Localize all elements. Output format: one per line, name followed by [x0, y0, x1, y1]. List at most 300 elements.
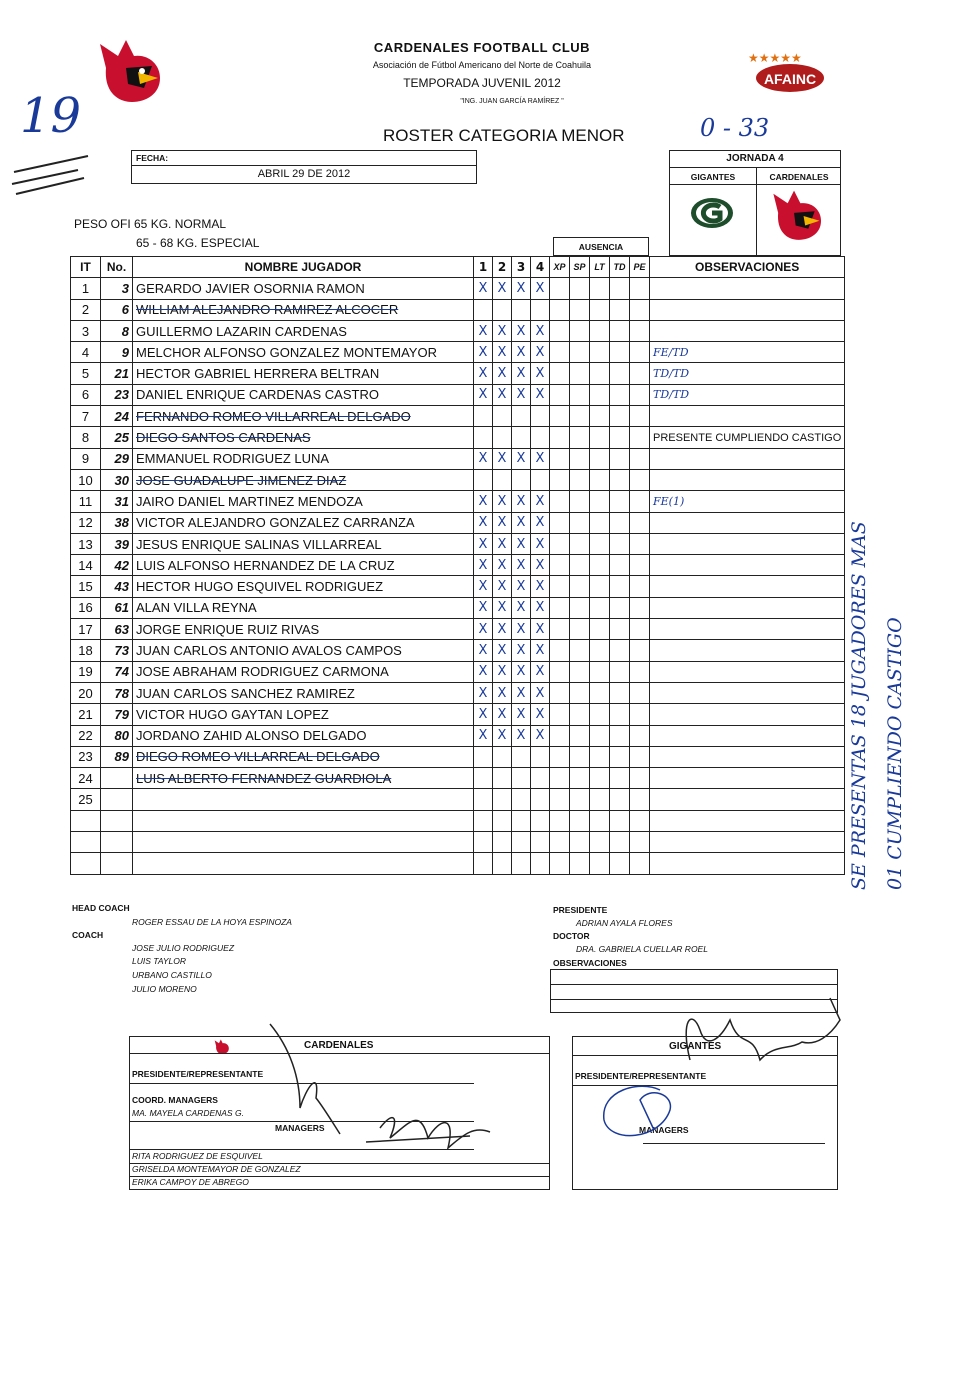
cell-ausencia	[610, 640, 630, 661]
cell-number	[101, 832, 133, 853]
ausencia-label: AUSENCIA	[578, 242, 624, 252]
cell-quarter-mark: X	[531, 363, 550, 384]
cell-ausencia	[570, 576, 590, 597]
cell-ausencia	[590, 278, 610, 299]
cell-ausencia	[590, 512, 610, 533]
cell-ausencia	[550, 640, 570, 661]
col-no: No.	[101, 257, 133, 278]
cell-player-name: DIEGO SANTOS CARDENAS	[133, 427, 474, 448]
cell-number: 8	[101, 320, 133, 341]
cell-quarter-mark	[493, 406, 512, 427]
cell-ausencia	[570, 363, 590, 384]
cell-quarter-mark: X	[493, 342, 512, 363]
cell-quarter-mark	[512, 746, 531, 767]
col-q4: 4	[531, 257, 550, 278]
cell-player-name: VICTOR ALEJANDRO GONZALEZ CARRANZA	[133, 512, 474, 533]
cell-ausencia	[630, 448, 650, 469]
cell-player-name	[133, 789, 474, 810]
cell-it: 25	[71, 789, 101, 810]
cell-player-name: ALAN VILLA REYNA	[133, 597, 474, 618]
cell-quarter-mark: X	[512, 682, 531, 703]
cell-it	[71, 832, 101, 853]
cell-quarter-mark: X	[512, 704, 531, 725]
cell-quarter-mark: X	[474, 533, 493, 554]
cell-quarter-mark: X	[474, 576, 493, 597]
cell-ausencia	[570, 448, 590, 469]
cell-quarter-mark: X	[531, 512, 550, 533]
cell-quarter-mark	[512, 810, 531, 831]
cell-number: 73	[101, 640, 133, 661]
cell-ausencia	[630, 491, 650, 512]
cell-quarter-mark: X	[531, 682, 550, 703]
cell-number: 24	[101, 406, 133, 427]
gigantes-sign-title: GIGANTES	[669, 1041, 722, 1052]
cell-observaciones: FE(1)	[650, 491, 845, 512]
table-row	[71, 746, 845, 767]
cell-quarter-mark: X	[512, 640, 531, 661]
cell-it: 2	[71, 299, 101, 320]
cell-ausencia	[550, 512, 570, 533]
table-row	[71, 555, 845, 576]
cell-ausencia	[610, 342, 630, 363]
cell-ausencia	[550, 682, 570, 703]
cell-ausencia	[550, 704, 570, 725]
ausencia-header	[553, 237, 649, 256]
cell-ausencia	[590, 427, 610, 448]
table-row	[71, 469, 845, 490]
cell-quarter-mark: X	[512, 363, 531, 384]
col-q3: 3	[512, 257, 531, 278]
col-observaciones: OBSERVACIONES	[650, 257, 845, 278]
cell-quarter-mark: X	[512, 320, 531, 341]
cell-player-name: JORGE ENRIQUE RUIZ RIVAS	[133, 619, 474, 640]
cell-quarter-mark: X	[531, 384, 550, 405]
cell-player-name: LUIS ALBERTO FERNANDEZ GUARDIOLA	[133, 768, 474, 789]
cell-observaciones	[650, 640, 845, 661]
cell-ausencia	[570, 682, 590, 703]
cell-ausencia	[590, 619, 610, 640]
cell-quarter-mark	[531, 299, 550, 320]
cell-ausencia	[550, 448, 570, 469]
cell-it: 3	[71, 320, 101, 341]
cell-ausencia	[590, 661, 610, 682]
cell-observaciones	[650, 810, 845, 831]
cell-ausencia	[570, 491, 590, 512]
cell-observaciones	[650, 576, 845, 597]
cell-player-name: JOSE ABRAHAM RODRIGUEZ CARMONA	[133, 661, 474, 682]
cell-quarter-mark: X	[512, 576, 531, 597]
cell-ausencia	[610, 682, 630, 703]
cell-ausencia	[610, 427, 630, 448]
cell-player-name: HECTOR GABRIEL HERRERA BELTRAN	[133, 363, 474, 384]
cell-ausencia	[630, 555, 650, 576]
cell-ausencia	[590, 533, 610, 554]
cell-ausencia	[630, 363, 650, 384]
table-row	[71, 320, 845, 341]
cell-ausencia	[630, 533, 650, 554]
cell-number: 23	[101, 384, 133, 405]
table-row	[71, 853, 845, 874]
cell-it: 12	[71, 512, 101, 533]
side-note-1: SE PRESENTAS 18 JUGADORES MAS	[848, 521, 870, 890]
cell-quarter-mark: X	[493, 576, 512, 597]
cell-quarter-mark: X	[512, 597, 531, 618]
table-row	[71, 342, 845, 363]
presidente-name: ADRIAN AYALA FLORES	[576, 918, 673, 928]
cell-player-name: JESUS ENRIQUE SALINAS VILLARREAL	[133, 533, 474, 554]
cell-player-name	[133, 832, 474, 853]
cell-number: 31	[101, 491, 133, 512]
cell-ausencia	[630, 619, 650, 640]
roster-table	[70, 256, 845, 875]
cell-number: 25	[101, 427, 133, 448]
association-name: Asociación de Fútbol Americano del Norte de Coahuila	[372, 60, 592, 70]
right-presidente-label: PRESIDENTE/REPRESENTANTE	[575, 1071, 707, 1081]
cell-number: 42	[101, 555, 133, 576]
cell-number: 43	[101, 576, 133, 597]
fecha-value: ABRIL 29 DE 2012	[257, 168, 351, 180]
cell-ausencia	[630, 576, 650, 597]
cell-it: 22	[71, 725, 101, 746]
cardenales-sign-title: CARDENALES	[304, 1040, 374, 1051]
cell-ausencia	[550, 576, 570, 597]
cell-ausencia	[610, 725, 630, 746]
cell-player-name	[133, 853, 474, 874]
cell-observaciones	[650, 725, 845, 746]
cell-ausencia	[550, 342, 570, 363]
packers-logo-icon	[690, 197, 734, 229]
table-row	[71, 491, 845, 512]
cell-ausencia	[590, 448, 610, 469]
cell-ausencia	[570, 853, 590, 874]
col-td: TD	[610, 257, 630, 278]
cell-ausencia	[590, 320, 610, 341]
cell-number: 63	[101, 619, 133, 640]
cell-quarter-mark	[512, 789, 531, 810]
cell-observaciones	[650, 597, 845, 618]
cell-ausencia	[550, 725, 570, 746]
cell-ausencia	[570, 384, 590, 405]
cell-number: 9	[101, 342, 133, 363]
scribble-icon	[8, 150, 100, 200]
cell-quarter-mark	[512, 427, 531, 448]
table-row	[71, 533, 845, 554]
cell-ausencia	[550, 661, 570, 682]
cell-number: 79	[101, 704, 133, 725]
cell-ausencia	[570, 320, 590, 341]
cell-quarter-mark: X	[512, 533, 531, 554]
cell-player-name: EMMANUEL RODRIGUEZ LUNA	[133, 448, 474, 469]
cell-ausencia	[630, 597, 650, 618]
coach-1: JOSE JULIO RODRIGUEZ	[132, 943, 235, 953]
cell-ausencia	[590, 725, 610, 746]
cell-quarter-mark	[493, 746, 512, 767]
cell-quarter-mark: X	[474, 597, 493, 618]
cell-quarter-mark	[474, 469, 493, 490]
cell-ausencia	[590, 342, 610, 363]
cell-quarter-mark: X	[531, 342, 550, 363]
cell-quarter-mark: X	[474, 448, 493, 469]
head-coach-name: ROGER ESSAU DE LA HOYA ESPINOZA	[132, 917, 292, 927]
cell-quarter-mark	[512, 768, 531, 789]
cell-ausencia	[550, 619, 570, 640]
cell-ausencia	[590, 363, 610, 384]
table-row	[71, 682, 845, 703]
cell-quarter-mark	[493, 832, 512, 853]
cell-ausencia	[610, 384, 630, 405]
cell-number: 80	[101, 725, 133, 746]
table-row	[71, 810, 845, 831]
cell-it: 1	[71, 278, 101, 299]
cell-ausencia	[570, 832, 590, 853]
cell-ausencia	[550, 427, 570, 448]
cell-quarter-mark: X	[474, 342, 493, 363]
cell-ausencia	[570, 789, 590, 810]
cell-quarter-mark	[531, 469, 550, 490]
cell-it: 4	[71, 342, 101, 363]
cell-quarter-mark	[531, 406, 550, 427]
cell-number: 39	[101, 533, 133, 554]
handwritten-number: 19	[20, 88, 82, 144]
cell-ausencia	[550, 597, 570, 618]
cell-number	[101, 853, 133, 874]
cell-ausencia	[630, 832, 650, 853]
cell-ausencia	[610, 363, 630, 384]
cell-player-name: FERNANDO ROMEO VILLARREAL DELGADO	[133, 406, 474, 427]
cell-it: 9	[71, 448, 101, 469]
cell-ausencia	[610, 512, 630, 533]
cell-quarter-mark: X	[474, 512, 493, 533]
cell-quarter-mark: X	[531, 640, 550, 661]
cell-observaciones: FE/TD	[650, 342, 845, 363]
cell-quarter-mark: X	[474, 619, 493, 640]
cell-quarter-mark: X	[493, 555, 512, 576]
fecha-label: FECHA:	[136, 153, 169, 163]
cell-ausencia	[590, 299, 610, 320]
col-pe: PE	[630, 257, 650, 278]
cell-ausencia	[590, 491, 610, 512]
cell-observaciones	[650, 533, 845, 554]
coord-label: COORD. MANAGERS	[132, 1095, 218, 1105]
cell-ausencia	[570, 512, 590, 533]
col-xp: XP	[550, 257, 570, 278]
cell-ausencia	[610, 704, 630, 725]
cell-quarter-mark: X	[512, 512, 531, 533]
cell-ausencia	[610, 533, 630, 554]
cell-observaciones	[650, 299, 845, 320]
manager-3: ERIKA CAMPOY DE ABREGO	[132, 1177, 249, 1187]
cell-player-name: JUAN CARLOS SANCHEZ RAMIREZ	[133, 682, 474, 703]
cell-ausencia	[630, 406, 650, 427]
cell-player-name: GUILLERMO LAZARIN CARDENAS	[133, 320, 474, 341]
handwritten-score: 0 - 33	[700, 114, 770, 142]
cell-player-name: MELCHOR ALFONSO GONZALEZ MONTEMAYOR	[133, 342, 474, 363]
cell-quarter-mark	[493, 427, 512, 448]
cell-ausencia	[590, 789, 610, 810]
table-row	[71, 576, 845, 597]
season-title: TEMPORADA JUVENIL 2012	[403, 76, 561, 90]
cell-quarter-mark: X	[493, 491, 512, 512]
cell-ausencia	[630, 810, 650, 831]
cell-ausencia	[630, 427, 650, 448]
cell-player-name	[133, 810, 474, 831]
cell-number: 3	[101, 278, 133, 299]
table-row	[71, 661, 845, 682]
cell-quarter-mark	[512, 406, 531, 427]
cell-observaciones	[650, 853, 845, 874]
cell-ausencia	[610, 299, 630, 320]
cell-quarter-mark	[474, 768, 493, 789]
col-q1: 1	[474, 257, 493, 278]
cell-quarter-mark: X	[493, 448, 512, 469]
table-row	[71, 384, 845, 405]
col-sp: SP	[570, 257, 590, 278]
cell-it: 21	[71, 704, 101, 725]
cell-it: 6	[71, 384, 101, 405]
cell-observaciones	[650, 278, 845, 299]
cell-ausencia	[590, 406, 610, 427]
cell-player-name: GERARDO JAVIER OSORNIA RAMON	[133, 278, 474, 299]
cell-ausencia	[610, 746, 630, 767]
cell-quarter-mark: X	[531, 725, 550, 746]
cell-ausencia	[610, 555, 630, 576]
cell-ausencia	[630, 640, 650, 661]
cell-quarter-mark	[474, 853, 493, 874]
cell-quarter-mark: X	[493, 682, 512, 703]
signature-left-icon	[260, 1018, 520, 1168]
cell-ausencia	[610, 576, 630, 597]
cell-ausencia	[570, 342, 590, 363]
cell-it: 11	[71, 491, 101, 512]
cell-it: 23	[71, 746, 101, 767]
cell-number: 89	[101, 746, 133, 767]
cell-ausencia	[590, 682, 610, 703]
tribute-text: "ING. JUAN GARCÍA RAMÍREZ "	[460, 98, 564, 105]
cell-ausencia	[630, 320, 650, 341]
cell-observaciones	[650, 704, 845, 725]
cell-it: 7	[71, 406, 101, 427]
cell-ausencia	[590, 597, 610, 618]
cell-it: 19	[71, 661, 101, 682]
cell-it: 18	[71, 640, 101, 661]
cell-number: 74	[101, 661, 133, 682]
cell-ausencia	[550, 384, 570, 405]
cell-ausencia	[550, 768, 570, 789]
cell-quarter-mark: X	[493, 278, 512, 299]
cell-ausencia	[570, 619, 590, 640]
cell-ausencia	[610, 448, 630, 469]
cell-ausencia	[610, 661, 630, 682]
cell-ausencia	[550, 299, 570, 320]
cell-quarter-mark	[493, 789, 512, 810]
cell-player-name: JAIRO DANIEL MARTINEZ MENDOZA	[133, 491, 474, 512]
cell-ausencia	[610, 406, 630, 427]
table-row	[71, 832, 845, 853]
table-row	[71, 448, 845, 469]
cell-quarter-mark: X	[474, 384, 493, 405]
cell-observaciones	[650, 619, 845, 640]
cell-number	[101, 789, 133, 810]
cell-ausencia	[550, 789, 570, 810]
cell-ausencia	[590, 853, 610, 874]
cell-it: 13	[71, 533, 101, 554]
left-managers-label: MANAGERS	[275, 1123, 325, 1133]
cell-quarter-mark: X	[493, 704, 512, 725]
col-name: NOMBRE JUGADOR	[133, 257, 474, 278]
cell-quarter-mark: X	[512, 342, 531, 363]
cell-player-name: WILLIAM ALEJANDRO RAMIREZ ALCOCER	[133, 299, 474, 320]
cell-observaciones	[650, 448, 845, 469]
cell-it: 5	[71, 363, 101, 384]
cell-quarter-mark	[512, 853, 531, 874]
cell-observaciones	[650, 406, 845, 427]
cell-player-name: LUIS ALFONSO HERNANDEZ DE LA CRUZ	[133, 555, 474, 576]
cell-ausencia	[590, 640, 610, 661]
cell-quarter-mark: X	[493, 363, 512, 384]
cell-quarter-mark: X	[531, 619, 550, 640]
cell-quarter-mark	[493, 853, 512, 874]
coach-2: LUIS TAYLOR	[132, 956, 187, 966]
cell-quarter-mark	[474, 299, 493, 320]
cell-ausencia	[550, 278, 570, 299]
cell-player-name: DIEGO ROMEO VILLARREAL DELGADO	[133, 746, 474, 767]
table-row	[71, 725, 845, 746]
table-row	[71, 619, 845, 640]
cell-ausencia	[630, 682, 650, 703]
cell-quarter-mark	[493, 810, 512, 831]
cell-ausencia	[570, 278, 590, 299]
cell-quarter-mark: X	[531, 597, 550, 618]
cell-ausencia	[570, 640, 590, 661]
cell-quarter-mark	[531, 768, 550, 789]
cell-ausencia	[570, 555, 590, 576]
cell-number	[101, 768, 133, 789]
cell-ausencia	[590, 555, 610, 576]
cell-quarter-mark	[512, 469, 531, 490]
cell-ausencia	[590, 746, 610, 767]
right-managers-label: MANAGERS	[639, 1125, 689, 1135]
cell-ausencia	[630, 853, 650, 874]
side-note-2: 01 CUMPLIENDO CASTIGO	[884, 617, 906, 890]
cell-ausencia	[570, 661, 590, 682]
cell-ausencia	[570, 406, 590, 427]
cell-quarter-mark: X	[493, 640, 512, 661]
cell-ausencia	[590, 768, 610, 789]
cell-player-name: JOSE GUADALUPE JIMENEZ DIAZ	[133, 469, 474, 490]
manager-2: GRISELDA MONTEMAYOR DE GONZALEZ	[132, 1164, 301, 1174]
cell-number: 21	[101, 363, 133, 384]
cell-observaciones	[650, 661, 845, 682]
cell-it: 20	[71, 682, 101, 703]
cell-quarter-mark: X	[531, 448, 550, 469]
cell-quarter-mark: X	[512, 619, 531, 640]
table-row	[71, 512, 845, 533]
cell-quarter-mark	[531, 746, 550, 767]
cell-quarter-mark: X	[493, 533, 512, 554]
fecha-box	[131, 150, 477, 184]
cell-it: 17	[71, 619, 101, 640]
cell-quarter-mark: X	[531, 320, 550, 341]
cell-ausencia	[570, 768, 590, 789]
cell-quarter-mark: X	[493, 384, 512, 405]
roster-title: ROSTER CATEGORIA MENOR	[383, 126, 625, 145]
cell-ausencia	[550, 832, 570, 853]
cell-quarter-mark	[531, 853, 550, 874]
cell-quarter-mark	[474, 810, 493, 831]
coach-label: COACH	[72, 930, 104, 940]
cell-quarter-mark: X	[474, 555, 493, 576]
cell-quarter-mark: X	[531, 576, 550, 597]
